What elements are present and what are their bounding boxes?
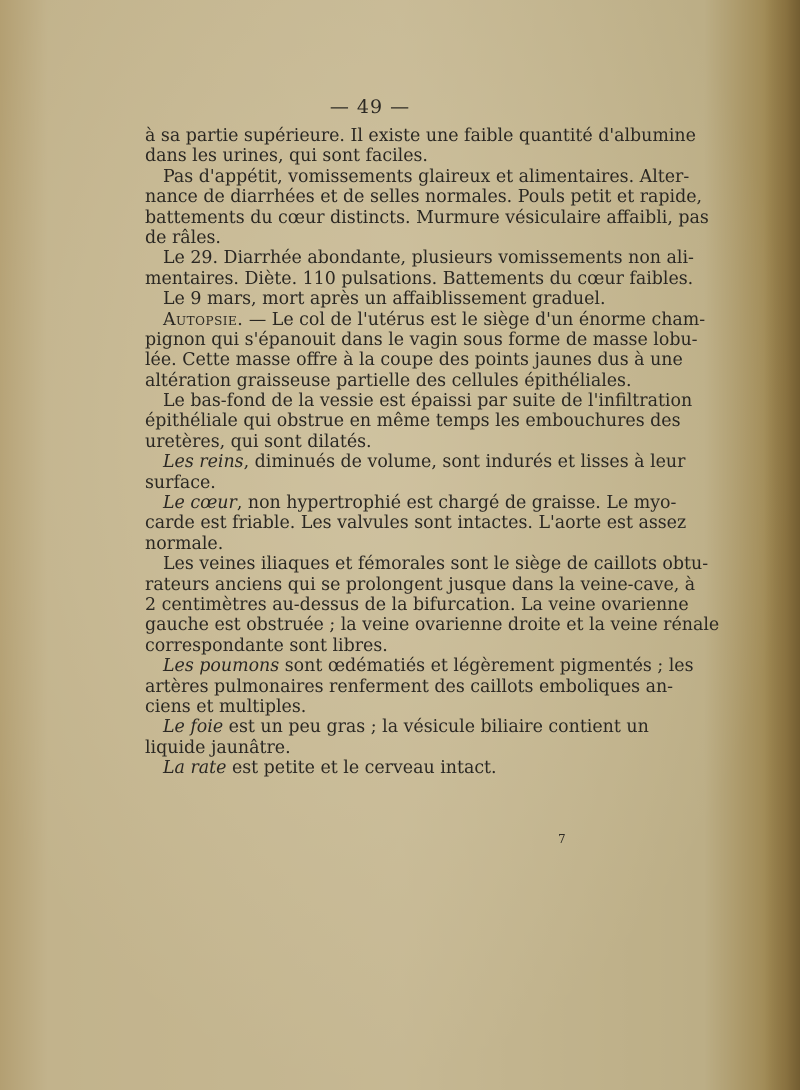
signature-mark: 7 bbox=[558, 832, 566, 846]
text-line: normale. bbox=[145, 533, 224, 554]
rate-label: La rate bbox=[163, 758, 227, 779]
text-line: Pas d'appétit, vomissements glaireux et alimentaires. Alter- bbox=[163, 166, 690, 187]
text-line: Les reins, diminués de volume, sont indurés et lisses à leur bbox=[163, 452, 686, 473]
text-line: Le 9 mars, mort après un affaiblissement graduel. bbox=[163, 289, 606, 310]
foie-label: Le foie bbox=[163, 717, 224, 738]
text-line: dans les urines, qui sont faciles. bbox=[145, 146, 428, 167]
text-line: battements du cœur distincts. Murmure vésiculaire affaibli, pas bbox=[145, 207, 709, 228]
text-line: uretères, qui sont dilatés. bbox=[145, 431, 372, 452]
text-line: Le 29. Diarrhée abondante, plusieurs vomissements non ali- bbox=[163, 248, 694, 269]
text-line: correspondante sont libres. bbox=[145, 635, 388, 656]
text-line: Le bas-fond de la vessie est épaissi par suite de l'infiltration bbox=[163, 391, 693, 412]
text-line: Les poumons sont œdématiés et légèrement pigmentés ; les bbox=[163, 656, 694, 677]
text-line: de râles. bbox=[145, 227, 221, 248]
body-text bbox=[145, 126, 720, 779]
text-line: liquide jaunâtre. bbox=[145, 737, 291, 758]
text-line: 2 centimètres au-dessus de la bifurcation. La veine ovarienne bbox=[145, 594, 689, 615]
text-line: rateurs anciens qui se prolongent jusque dans la veine-cave, à bbox=[145, 574, 696, 595]
text-line: gauche est obstruée ; la veine ovarienne droite et la veine rénale bbox=[145, 615, 720, 636]
text-line: La rate est petite et le cerveau intact. bbox=[163, 758, 497, 779]
poumons-label: Les poumons bbox=[163, 656, 280, 677]
text-line: artères pulmonaires renferment des caillots emboliques an- bbox=[145, 676, 674, 697]
text-line: surface. bbox=[145, 472, 216, 493]
text-line: carde est friable. Les valvules sont intactes. L'aorte est assez bbox=[145, 513, 687, 534]
text-line: lée. Cette masse offre à la coupe des points jaunes dus à une bbox=[145, 350, 683, 371]
text-line: nance de diarrhées et de selles normales. Pouls petit et rapide, bbox=[145, 187, 703, 208]
coeur-label: Le cœur bbox=[163, 493, 237, 514]
text-line: à sa partie supérieure. Il existe une faible quantité d'albumine bbox=[145, 126, 696, 146]
text-line: épithéliale qui obstrue en même temps les embouchures des bbox=[145, 411, 681, 432]
text-line: pignon qui s'épanouit dans le vagin sous forme de masse lobu- bbox=[145, 329, 698, 350]
reins-label: Les reins bbox=[163, 452, 244, 473]
text-line: mentaires. Diète. 110 pulsations. Battements du cœur faibles. bbox=[145, 268, 694, 289]
text-line: Les veines iliaques et fémorales sont le siège de caillots obtu- bbox=[163, 554, 709, 575]
page-edge-shadow bbox=[764, 0, 800, 1090]
text-line: Autopsie. — Le col de l'utérus est le siège d'un énorme cham- bbox=[163, 309, 706, 330]
text-line: altération graisseuse partielle des cellules épithéliales. bbox=[145, 370, 632, 391]
text-line: Le foie est un peu gras ; la vésicule biliaire contient un bbox=[163, 717, 649, 738]
text-line: ciens et multiples. bbox=[145, 696, 307, 717]
text-line: Le cœur, non hypertrophié est chargé de graisse. Le myo- bbox=[163, 493, 677, 514]
page-number: — 49 — bbox=[329, 96, 411, 118]
autopsie-label: Autopsie. bbox=[163, 309, 244, 330]
